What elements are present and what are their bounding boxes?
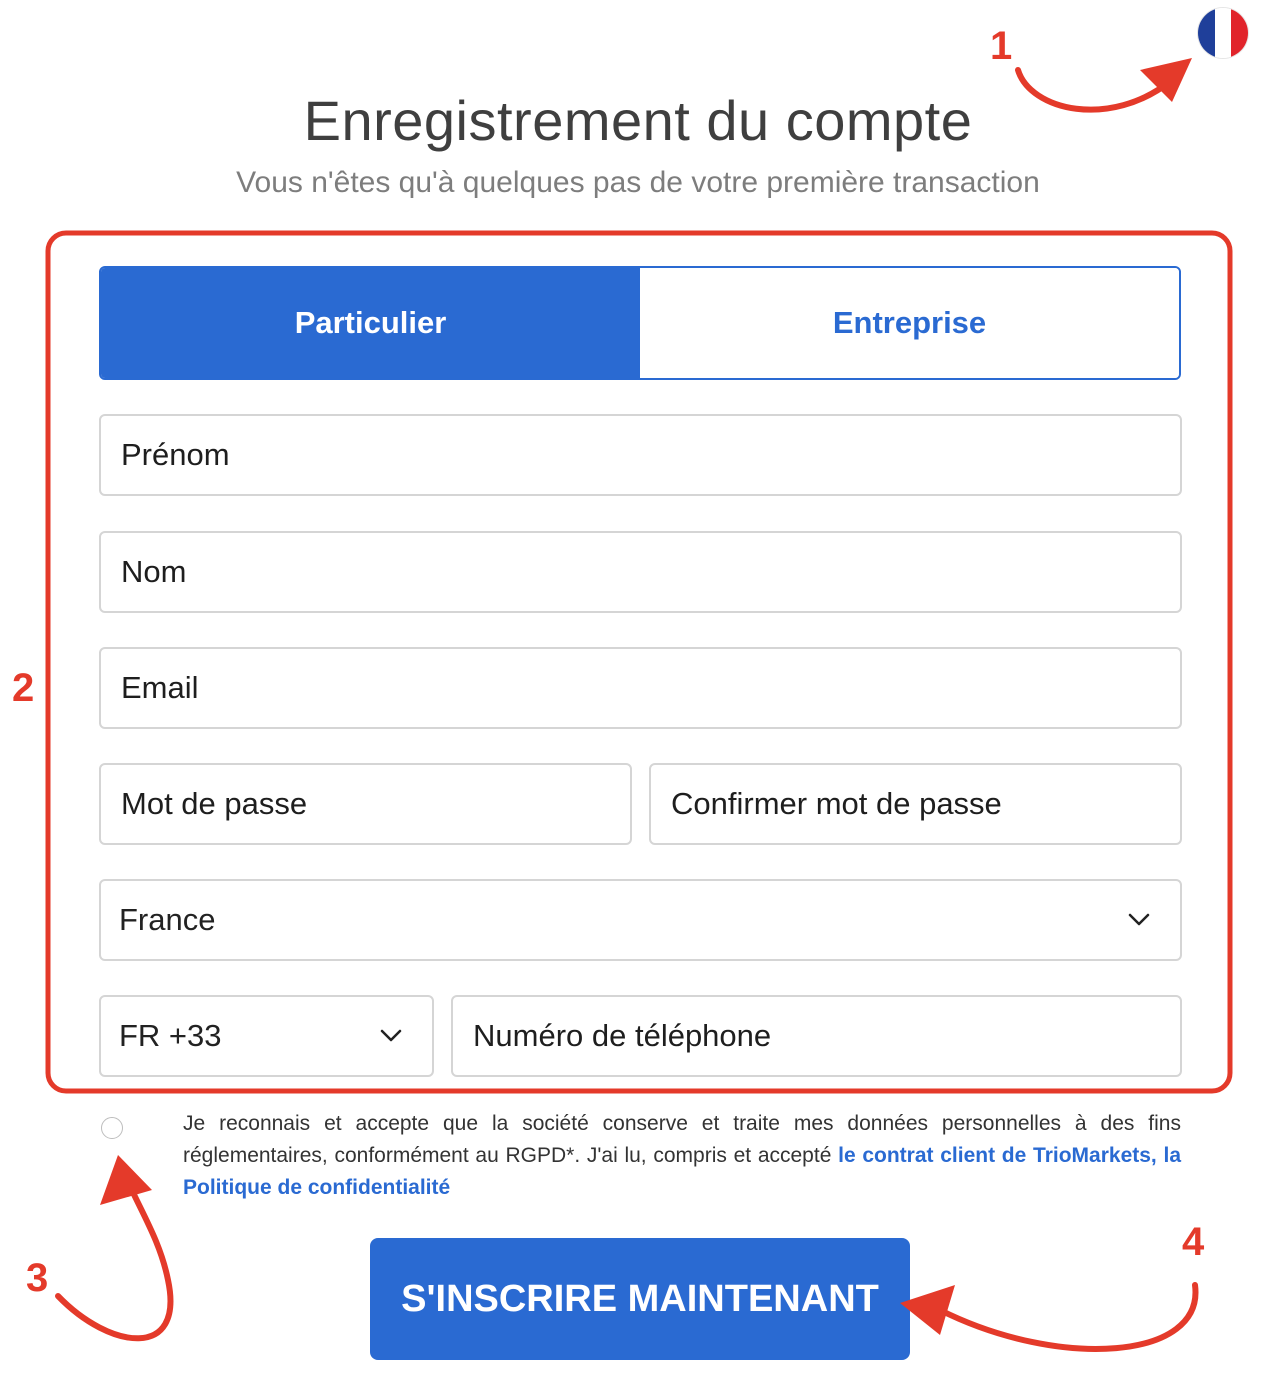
tab-particulier[interactable]: Particulier [101,268,640,378]
client-contract-link[interactable]: le contrat client de TrioMarkets [838,1144,1151,1167]
consent-text [183,1108,1181,1204]
flag-white-stripe [1215,8,1232,58]
phone-input[interactable] [471,1017,1162,1055]
email-field[interactable] [99,647,1182,729]
confirm-password-input[interactable] [669,785,1162,823]
flag-red-stripe [1231,8,1248,58]
flag-blue-stripe [1198,8,1215,58]
phone-code-value: FR +33 [119,1018,222,1053]
confirm-password-field[interactable] [649,763,1182,845]
email-input[interactable] [119,669,1162,707]
last-name-input[interactable] [119,553,1162,591]
annotation-number-4: 4 [1182,1220,1205,1264]
password-field[interactable] [99,763,632,845]
consent-separator: , [1150,1144,1164,1167]
country-value: France [119,902,216,937]
consent-statement: Je reconnais et accepte que la société conserve et traite mes données personnelles à des fins réglementaires, conformément au RGPD*. J'ai lu, compris et accepté [183,1112,1181,1167]
tab-entreprise[interactable]: Entreprise [640,268,1179,378]
account-type-tabs [99,266,1181,380]
password-input[interactable] [119,785,612,823]
chevron-down-icon [380,1029,402,1043]
last-name-field[interactable] [99,531,1182,613]
first-name-input[interactable] [119,436,1162,474]
country-select[interactable] [99,879,1182,961]
consent-checkbox[interactable] [101,1117,123,1139]
privacy-policy-link[interactable]: la Politique de confidentialité [183,1144,1181,1199]
france-flag-icon[interactable] [1198,8,1248,58]
arrow-3-icon [58,1175,170,1338]
first-name-field[interactable] [99,414,1182,496]
arrow-3-head-icon [100,1155,152,1205]
page-title: Enregistrement du compte [303,89,973,152]
phone-field[interactable] [451,995,1182,1077]
phone-code-select[interactable] [99,995,434,1077]
annotation-number-2: 2 [12,666,35,710]
annotation-number-1: 1 [990,24,1013,68]
chevron-down-icon [1128,913,1150,927]
annotation-number-3: 3 [26,1256,49,1300]
register-now-button[interactable]: S'INSCRIRE MAINTENANT [370,1238,910,1360]
arrow-4-icon [940,1285,1195,1349]
page-subtitle: Vous n'êtes qu'à quelques pas de votre première transaction [236,166,1040,199]
